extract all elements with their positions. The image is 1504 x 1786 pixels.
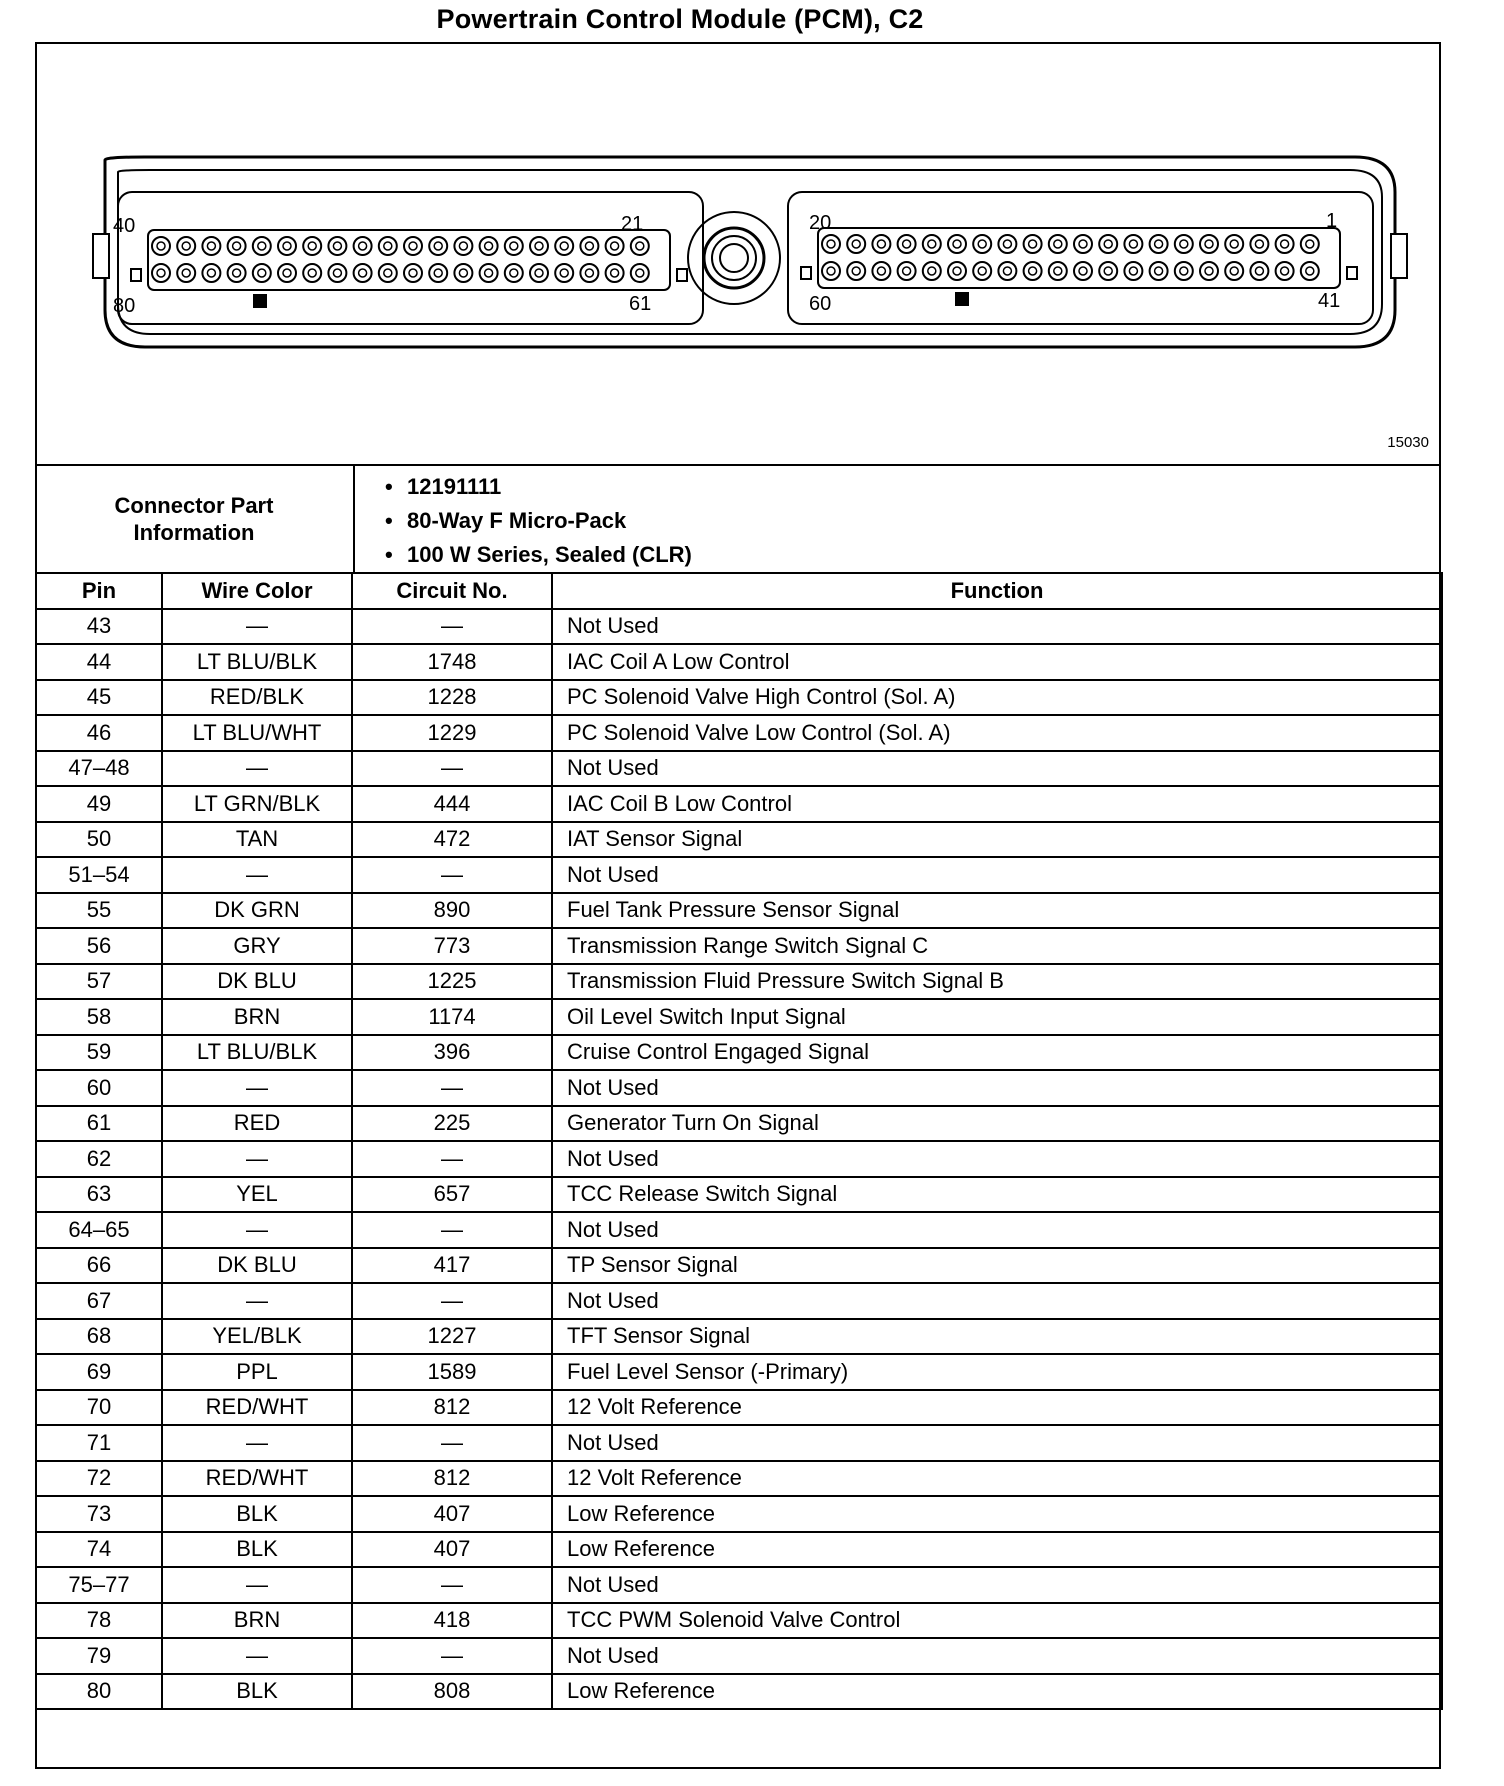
table-row [36, 857, 1442, 893]
right-pin-block [788, 192, 1373, 324]
connector-housing-outer [105, 157, 1395, 347]
circuit-no-cell: 808 [352, 1674, 552, 1710]
circuit-no-cell: 657 [352, 1177, 552, 1213]
left-pin-socket [580, 264, 598, 282]
wire-color-cell: RED/BLK [162, 680, 352, 716]
right-pin-socket [973, 235, 991, 253]
pin-cell: 72 [36, 1461, 162, 1497]
table-row [36, 1567, 1442, 1603]
connector-info-label [35, 466, 355, 572]
right-pin-socket [1124, 262, 1142, 280]
right-pin-socket [1200, 262, 1218, 280]
right-pin-socket [998, 235, 1016, 253]
function-cell: Transmission Range Switch Signal C [552, 928, 1442, 964]
table-header-row [36, 573, 1442, 609]
circuit-no-cell: 1589 [352, 1354, 552, 1390]
right-pin-socket [1301, 262, 1319, 280]
pin-cell: 80 [36, 1674, 162, 1710]
wire-color-cell: PPL [162, 1354, 352, 1390]
pin-label-80: 80 [113, 295, 136, 317]
right-pin-socket [1099, 235, 1117, 253]
left-pin-socket [429, 237, 447, 255]
pin-cell: 56 [36, 928, 162, 964]
wire-color-cell: BLK [162, 1496, 352, 1532]
left-pin-socket [454, 264, 472, 282]
left-pin-socket [606, 264, 624, 282]
right-pin-socket [923, 262, 941, 280]
function-cell: IAC Coil B Low Control [552, 786, 1442, 822]
jack-screw-outer [688, 212, 780, 304]
pin-cell: 58 [36, 999, 162, 1035]
connector-diagram [35, 42, 1441, 464]
header-circuit-no: Circuit No. [352, 573, 552, 609]
right-pin-socket [1225, 235, 1243, 253]
right-pin-socket [1175, 262, 1193, 280]
pin-cell: 50 [36, 822, 162, 858]
right-pin-socket [1049, 235, 1067, 253]
table-row [36, 1070, 1442, 1106]
left-key-right [677, 269, 687, 281]
wire-color-cell: GRY [162, 928, 352, 964]
table-row [36, 893, 1442, 929]
function-cell: Not Used [552, 857, 1442, 893]
wire-color-cell: — [162, 1425, 352, 1461]
pin-cell: 78 [36, 1603, 162, 1639]
pin-cell: 47–48 [36, 751, 162, 787]
table-row [36, 786, 1442, 822]
right-pin-socket [998, 262, 1016, 280]
wire-color-cell: — [162, 1141, 352, 1177]
pin-cell: 71 [36, 1425, 162, 1461]
pinout-table-body [36, 609, 1442, 1710]
pin-cell: 68 [36, 1319, 162, 1355]
circuit-no-cell: 396 [352, 1035, 552, 1071]
right-pin-socket [872, 262, 890, 280]
function-cell: Cruise Control Engaged Signal [552, 1035, 1442, 1071]
left-pin-socket [354, 237, 372, 255]
function-cell: Not Used [552, 1567, 1442, 1603]
right-polarity-mark [955, 292, 969, 306]
function-cell: IAT Sensor Signal [552, 822, 1442, 858]
wire-color-cell: YEL [162, 1177, 352, 1213]
table-row [36, 751, 1442, 787]
left-pin-socket [278, 237, 296, 255]
right-pin-socket [948, 262, 966, 280]
header-wire-color: Wire Color [162, 573, 352, 609]
table-row [36, 1177, 1442, 1213]
table-row [36, 1248, 1442, 1284]
right-pin-socket [1074, 235, 1092, 253]
pin-label-41: 41 [1318, 290, 1341, 312]
left-pin-socket [631, 264, 649, 282]
pin-cell: 45 [36, 680, 162, 716]
pin-label-40: 40 [113, 215, 136, 237]
left-pin-socket [228, 237, 246, 255]
circuit-no-cell: 417 [352, 1248, 552, 1284]
left-pin-socket [228, 264, 246, 282]
circuit-no-cell: — [352, 1425, 552, 1461]
figure-number: 15030 [1387, 434, 1429, 451]
wire-color-cell: DK BLU [162, 964, 352, 1000]
right-pin-socket [1200, 235, 1218, 253]
table-row [36, 1212, 1442, 1248]
left-pin-socket [253, 237, 271, 255]
page-title: Powertrain Control Module (PCM), C2 [436, 4, 924, 34]
pin-cell: 64–65 [36, 1212, 162, 1248]
right-pin-socket [973, 262, 991, 280]
wire-color-cell: YEL/BLK [162, 1319, 352, 1355]
table-row [36, 680, 1442, 716]
right-pin-socket [1150, 235, 1168, 253]
left-pin-socket [480, 264, 498, 282]
circuit-no-cell: 1227 [352, 1319, 552, 1355]
table-row [36, 1674, 1442, 1710]
right-pin-socket [1250, 235, 1268, 253]
table-row [36, 1496, 1442, 1532]
left-pin-socket [530, 264, 548, 282]
wire-color-cell: LT BLU/BLK [162, 644, 352, 680]
left-pin-socket [152, 264, 170, 282]
left-pin-grid [152, 237, 649, 282]
pin-cell: 63 [36, 1177, 162, 1213]
function-cell: PC Solenoid Valve High Control (Sol. A) [552, 680, 1442, 716]
circuit-no-cell: — [352, 1567, 552, 1603]
left-pin-socket [379, 237, 397, 255]
pin-cell: 51–54 [36, 857, 162, 893]
wire-color-cell: — [162, 609, 352, 645]
left-pin-socket [177, 237, 195, 255]
table-row [36, 1603, 1442, 1639]
function-cell: TFT Sensor Signal [552, 1319, 1442, 1355]
pin-cell: 62 [36, 1141, 162, 1177]
circuit-no-cell: 407 [352, 1496, 552, 1532]
wire-color-cell: LT BLU/WHT [162, 715, 352, 751]
wire-color-cell: DK BLU [162, 1248, 352, 1284]
left-pin-socket [480, 237, 498, 255]
pin-cell: 44 [36, 644, 162, 680]
function-cell: TCC PWM Solenoid Valve Control [552, 1603, 1442, 1639]
right-pin-socket [872, 235, 890, 253]
pin-cell: 43 [36, 609, 162, 645]
left-latch [93, 234, 109, 278]
pin-cell: 57 [36, 964, 162, 1000]
pin-cell: 73 [36, 1496, 162, 1532]
circuit-no-cell: — [352, 751, 552, 787]
connector-info-item: • 100 W Series, Sealed (CLR) [385, 538, 692, 572]
function-cell: Not Used [552, 1212, 1442, 1248]
wire-color-cell: BRN [162, 1603, 352, 1639]
left-pin-socket [505, 264, 523, 282]
left-pin-socket [631, 237, 649, 255]
table-row [36, 1461, 1442, 1497]
wire-color-cell: — [162, 1212, 352, 1248]
pin-cell: 79 [36, 1638, 162, 1674]
circuit-no-cell: — [352, 1070, 552, 1106]
circuit-no-cell: — [352, 1212, 552, 1248]
left-pin-socket [379, 264, 397, 282]
table-row [36, 609, 1442, 645]
pin-cell: 46 [36, 715, 162, 751]
circuit-no-cell: 773 [352, 928, 552, 964]
circuit-no-cell: 890 [352, 893, 552, 929]
right-pin-socket [822, 235, 840, 253]
wire-color-cell: — [162, 1070, 352, 1106]
wire-color-cell: BLK [162, 1674, 352, 1710]
table-row [36, 1106, 1442, 1142]
left-pin-socket [303, 264, 321, 282]
wire-color-cell: LT BLU/BLK [162, 1035, 352, 1071]
left-pin-socket [606, 237, 624, 255]
pin-label-1: 1 [1326, 210, 1338, 232]
table-row [36, 1638, 1442, 1674]
table-row [36, 1425, 1442, 1461]
right-pin-socket [1024, 235, 1042, 253]
wire-color-cell: DK GRN [162, 893, 352, 929]
left-pin-socket [202, 237, 220, 255]
table-row [36, 1532, 1442, 1568]
circuit-no-cell: 812 [352, 1390, 552, 1426]
left-key-left [131, 269, 141, 281]
circuit-no-cell: — [352, 609, 552, 645]
function-cell: Not Used [552, 609, 1442, 645]
right-pin-socket [1049, 262, 1067, 280]
left-pin-socket [177, 264, 195, 282]
table-row [36, 964, 1442, 1000]
function-cell: Fuel Level Sensor (-Primary) [552, 1354, 1442, 1390]
table-row [36, 999, 1442, 1035]
jack-screw-core [720, 244, 748, 272]
connector-part-info [35, 464, 1441, 572]
circuit-no-cell: 472 [352, 822, 552, 858]
pin-label-20: 20 [809, 212, 832, 234]
left-pin-socket [328, 237, 346, 255]
pin-cell: 74 [36, 1532, 162, 1568]
pin-cell: 70 [36, 1390, 162, 1426]
right-pin-socket [948, 235, 966, 253]
function-cell: TCC Release Switch Signal [552, 1177, 1442, 1213]
right-pin-socket [898, 235, 916, 253]
left-pin-socket [555, 237, 573, 255]
wire-color-cell: LT GRN/BLK [162, 786, 352, 822]
right-pin-socket [1024, 262, 1042, 280]
circuit-no-cell: 812 [352, 1461, 552, 1497]
left-pin-socket [530, 237, 548, 255]
wire-color-cell: — [162, 1567, 352, 1603]
right-pin-socket [1150, 262, 1168, 280]
function-cell: 12 Volt Reference [552, 1390, 1442, 1426]
pin-cell: 55 [36, 893, 162, 929]
table-row [36, 644, 1442, 680]
connector-info-item: • 12191111 [385, 470, 692, 504]
circuit-no-cell: 1225 [352, 964, 552, 1000]
circuit-no-cell: 225 [352, 1106, 552, 1142]
right-pin-socket [1276, 262, 1294, 280]
function-cell: Not Used [552, 1425, 1442, 1461]
left-pin-socket [429, 264, 447, 282]
connector-info-label-line1: Connector Part [114, 493, 274, 518]
pin-cell: 75–77 [36, 1567, 162, 1603]
left-pin-socket [328, 264, 346, 282]
wire-color-cell: RED [162, 1106, 352, 1142]
left-pin-socket [580, 237, 598, 255]
function-cell: Not Used [552, 751, 1442, 787]
left-pin-socket [303, 237, 321, 255]
connector-info-label-line2: Information [133, 520, 255, 545]
left-pin-socket [354, 264, 372, 282]
circuit-no-cell: 444 [352, 786, 552, 822]
wire-color-cell: — [162, 857, 352, 893]
connector-info-item: • 80-Way F Micro-Pack [385, 504, 692, 538]
table-row [36, 1283, 1442, 1319]
wire-color-cell: BRN [162, 999, 352, 1035]
function-cell: Not Used [552, 1141, 1442, 1177]
header-function: Function [552, 573, 1442, 609]
jack-screw-ring-inner [712, 236, 756, 280]
table-row [36, 1141, 1442, 1177]
pin-cell: 66 [36, 1248, 162, 1284]
left-polarity-mark [253, 294, 267, 308]
table-row [36, 1035, 1442, 1071]
function-cell: Low Reference [552, 1532, 1442, 1568]
left-pin-socket [253, 264, 271, 282]
left-pin-socket [152, 237, 170, 255]
right-pin-socket [1124, 235, 1142, 253]
left-pin-socket [202, 264, 220, 282]
right-latch [1391, 234, 1407, 278]
function-cell: Not Used [552, 1638, 1442, 1674]
circuit-no-cell: 407 [352, 1532, 552, 1568]
table-row [36, 822, 1442, 858]
wire-color-cell: BLK [162, 1532, 352, 1568]
function-cell: IAC Coil A Low Control [552, 644, 1442, 680]
left-pin-block [118, 192, 703, 324]
wire-color-cell: RED/WHT [162, 1461, 352, 1497]
circuit-no-cell: 1748 [352, 644, 552, 680]
pin-cell: 61 [36, 1106, 162, 1142]
table-row [36, 1319, 1442, 1355]
pin-cell: 59 [36, 1035, 162, 1071]
function-cell: Generator Turn On Signal [552, 1106, 1442, 1142]
right-key-right [1347, 267, 1357, 279]
circuit-no-cell: — [352, 857, 552, 893]
function-cell: Low Reference [552, 1496, 1442, 1532]
function-cell: Not Used [552, 1070, 1442, 1106]
header-pin: Pin [36, 573, 162, 609]
right-key-left [801, 267, 811, 279]
wire-color-cell: — [162, 1638, 352, 1674]
circuit-no-cell: — [352, 1141, 552, 1177]
function-cell: TP Sensor Signal [552, 1248, 1442, 1284]
function-cell: 12 Volt Reference [552, 1461, 1442, 1497]
right-pin-grid [822, 235, 1319, 280]
function-cell: Oil Level Switch Input Signal [552, 999, 1442, 1035]
right-pin-socket [847, 262, 865, 280]
wire-color-cell: — [162, 1283, 352, 1319]
pin-cell: 60 [36, 1070, 162, 1106]
pin-label-21: 21 [621, 213, 644, 235]
right-pin-socket [923, 235, 941, 253]
function-cell: PC Solenoid Valve Low Control (Sol. A) [552, 715, 1442, 751]
circuit-no-cell: 1228 [352, 680, 552, 716]
left-pin-socket [278, 264, 296, 282]
pin-cell: 49 [36, 786, 162, 822]
wire-color-cell: TAN [162, 822, 352, 858]
pin-label-61: 61 [629, 293, 652, 315]
function-cell: Transmission Fluid Pressure Switch Signal B [552, 964, 1442, 1000]
circuit-no-cell: — [352, 1283, 552, 1319]
table-row [36, 1354, 1442, 1390]
right-pin-socket [1225, 262, 1243, 280]
wire-color-cell: RED/WHT [162, 1390, 352, 1426]
left-pin-socket [555, 264, 573, 282]
pin-cell: 69 [36, 1354, 162, 1390]
circuit-no-cell: — [352, 1638, 552, 1674]
connector-drawing [35, 42, 1441, 464]
right-pin-socket [1276, 235, 1294, 253]
table-row [36, 1390, 1442, 1426]
pinout-table [35, 572, 1443, 1710]
right-pin-socket [1250, 262, 1268, 280]
connector-info-list [385, 470, 692, 572]
table-row [36, 715, 1442, 751]
wire-color-cell: — [162, 751, 352, 787]
right-pin-socket [898, 262, 916, 280]
function-cell: Low Reference [552, 1674, 1442, 1710]
right-pin-socket [1074, 262, 1092, 280]
right-pin-socket [822, 262, 840, 280]
right-pin-socket [1099, 262, 1117, 280]
circuit-no-cell: 1229 [352, 715, 552, 751]
left-pin-socket [404, 264, 422, 282]
left-pin-socket [404, 237, 422, 255]
right-pin-socket [1301, 235, 1319, 253]
circuit-no-cell: 418 [352, 1603, 552, 1639]
pin-cell: 67 [36, 1283, 162, 1319]
left-pin-socket [454, 237, 472, 255]
table-row [36, 928, 1442, 964]
right-pin-socket [1175, 235, 1193, 253]
circuit-no-cell: 1174 [352, 999, 552, 1035]
pin-label-60: 60 [809, 293, 832, 315]
left-pin-socket [505, 237, 523, 255]
function-cell: Not Used [552, 1283, 1442, 1319]
function-cell: Fuel Tank Pressure Sensor Signal [552, 893, 1442, 929]
right-pin-socket [847, 235, 865, 253]
